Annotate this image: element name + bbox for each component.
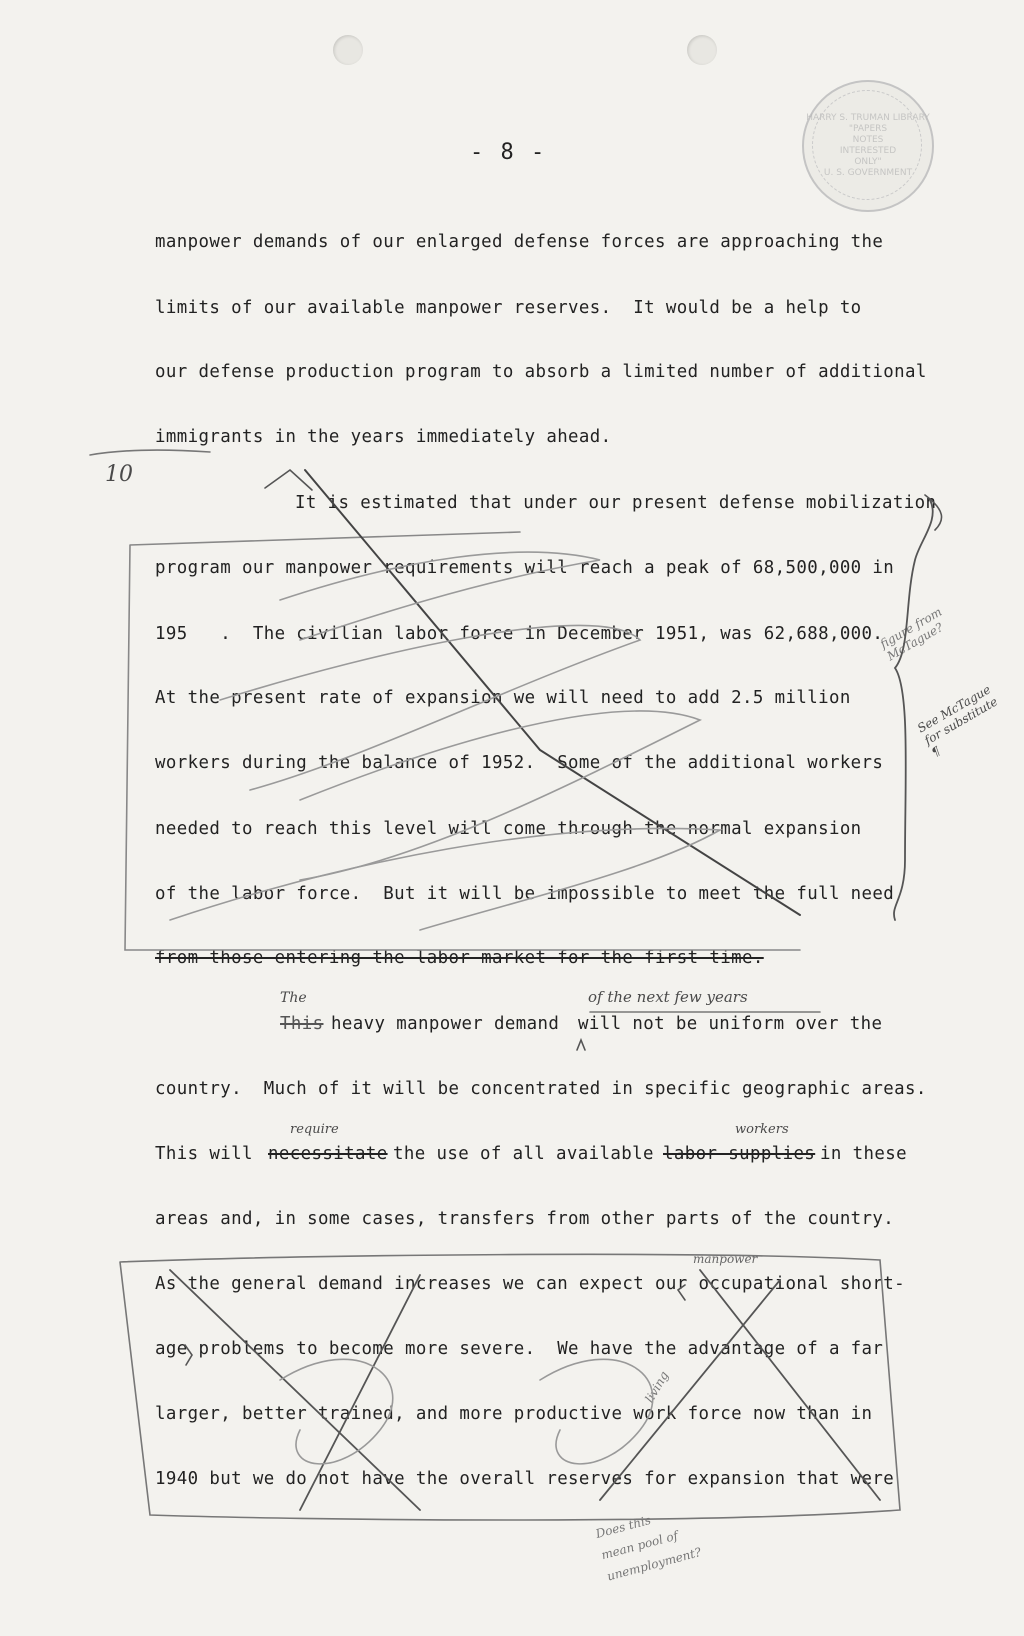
pencil-caret-it (265, 470, 312, 490)
text-line-6: program our manpower requirements will reach a peak of 68,500,000 in (155, 558, 895, 578)
text-line-8: At the present rate of expansion we will need to add 2.5 million (155, 688, 851, 708)
text-line-9: workers during the balance of 1952. Some of the additional workers (155, 753, 884, 773)
struck-word-labor-supplies: labor supplies (663, 1144, 816, 1164)
pencil-dash-left (90, 450, 210, 455)
page-number: - 8 - (470, 140, 547, 165)
text-line-15b: the use of all available (393, 1144, 654, 1164)
pencil-box-paragraph-4 (120, 1254, 900, 1520)
handwritten-margin-note-2: See McTague for substitute ¶ (914, 682, 1001, 760)
text-line-17: As the general demand increases we can expect our occupational short- (155, 1274, 906, 1294)
text-line-5: It is estimated that under our present defense mobilization (295, 493, 937, 513)
handwritten-insert-living: living (642, 1368, 672, 1406)
handwritten-insert-the: The (280, 990, 307, 1006)
handwritten-insert-workers: workers (735, 1122, 789, 1137)
pencil-bracket-age (185, 1345, 192, 1365)
text-line-7: 195 . The civilian labor force in December 1951, was 62,688,000. (155, 624, 884, 644)
text-line-3: our defense production program to absorb a limited number of additional (155, 362, 927, 382)
text-line-15a: This will (155, 1144, 253, 1164)
pencil-right-bracket (894, 500, 933, 920)
pencil-insert-caret (577, 1040, 585, 1050)
text-line-10: needed to reach this level will come through the normal expansion (155, 819, 862, 839)
text-line-4: immigrants in the years immediately ahead. (155, 427, 612, 447)
text-line-18: age problems to become more severe. We have the advantage of a far (155, 1339, 884, 1359)
archive-stamp-text: HARRY S. TRUMAN LIBRARY "PAPERS NOTES INTERESTED ONLY" U. S. GOVERNMENT (806, 113, 930, 178)
text-line-2: limits of our available manpower reserves. It would be a help to (155, 298, 862, 318)
pencil-box-paragraph-2 (125, 532, 800, 950)
struck-word-this: This (280, 1014, 324, 1034)
text-line-20: 1940 but we do not have the overall reserves for expansion that were (155, 1469, 895, 1489)
pencil-loop-2 (540, 1359, 653, 1464)
text-line-12: from those entering the labor market for the first time. (155, 948, 764, 968)
struck-word-necessitate: necessitate (268, 1144, 388, 1164)
handwritten-insert-require: require (290, 1122, 339, 1137)
text-line-15c: in these (820, 1144, 907, 1164)
text-line-13b: will not be uniform over the (578, 1014, 883, 1034)
pencil-x-strike-4 (600, 1280, 780, 1500)
text-line-16: areas and, in some cases, transfers from other parts of the country. (155, 1209, 895, 1229)
handwritten-margin-number: 10 (105, 462, 133, 487)
pencil-x-strike-2 (300, 1275, 420, 1510)
pencil-scribble-3 (300, 711, 700, 880)
pencil-scribble-2 (220, 625, 640, 790)
handwritten-insert-next-years: of the next few years (588, 988, 748, 1006)
handwritten-margin-note-1: figure from McTague? (877, 604, 946, 664)
text-line-19: larger, better trained, and more productive work force now than in (155, 1404, 873, 1424)
handwritten-insert-manpower: manpower (693, 1252, 758, 1266)
handwritten-bottom-note: Does this mean pool of unemployment? (594, 1512, 703, 1584)
pencil-loop-1 (280, 1359, 393, 1464)
pencil-bracket-occupational (678, 1285, 685, 1300)
pencil-x-strike-1 (170, 1270, 420, 1510)
text-line-1: manpower demands of our enlarged defense forces are approaching the (155, 232, 884, 252)
pencil-x-strike-3 (700, 1270, 880, 1500)
text-line-14: country. Much of it will be concentrated in specific geographic areas. (155, 1079, 927, 1099)
text-line-13a: heavy manpower demand (331, 1014, 560, 1034)
text-line-11: of the labor force. But it will be impossible to meet the full need (155, 884, 895, 904)
pencil-scribble-4 (170, 828, 720, 930)
